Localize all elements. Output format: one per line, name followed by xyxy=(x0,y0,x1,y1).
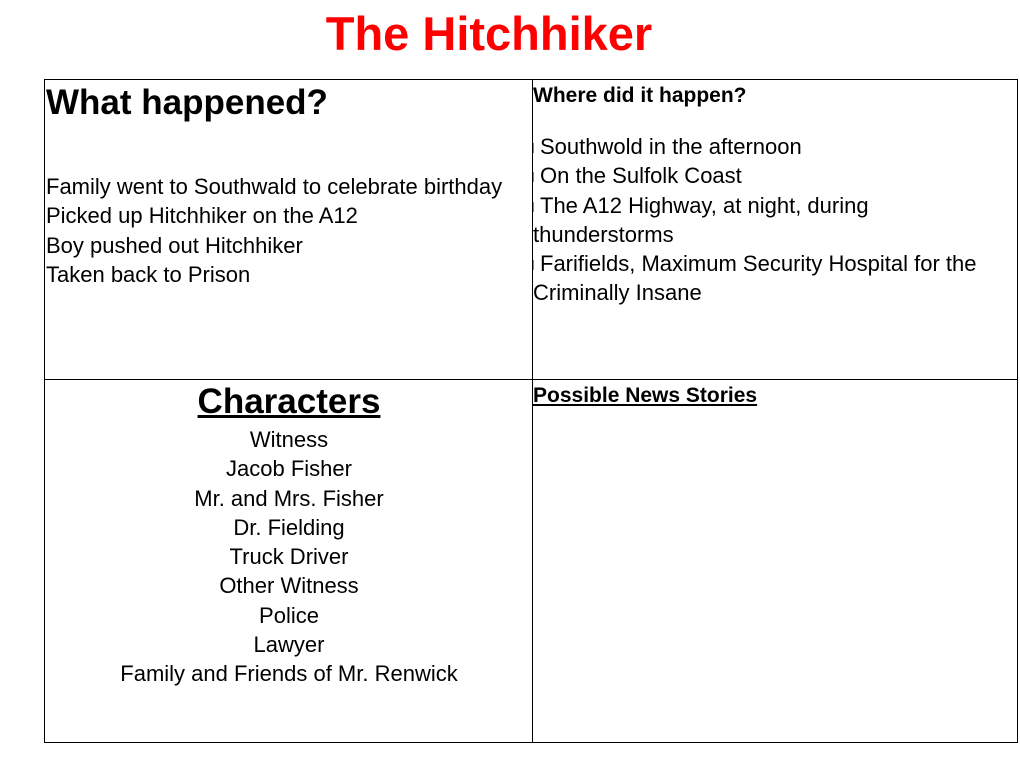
what-happened-item: Taken back to Prison xyxy=(46,261,251,287)
where-item xyxy=(533,161,1015,190)
bullet-marker-icon xyxy=(533,202,534,212)
where-item-text: Southwold in the afternoon xyxy=(540,134,802,159)
character-item: Family and Friends of Mr. Renwick xyxy=(120,661,458,687)
character-item: Witness xyxy=(249,427,329,452)
what-happened-cell xyxy=(45,80,533,380)
where-cell xyxy=(533,80,1017,380)
character-item: Lawyer xyxy=(253,632,325,658)
bullet-marker-icon xyxy=(533,260,534,270)
where-list xyxy=(533,132,1015,308)
characters-cell xyxy=(45,380,533,742)
characters-heading: Characters xyxy=(197,382,381,421)
where-item xyxy=(533,249,1015,308)
what-happened-item: Family went to Southwald to celebrate birthday xyxy=(46,174,503,199)
where-heading: Where did it happen? xyxy=(533,84,747,107)
character-item: Mr. and Mrs. Fisher xyxy=(194,485,384,511)
character-item: Police xyxy=(259,602,319,628)
page-title: The Hitchhiker xyxy=(325,7,653,60)
character-item: Dr. Fielding xyxy=(233,514,345,540)
worksheet-table xyxy=(44,79,1018,743)
where-item-text: Farifields, Maximum Security Hospital for the Criminally Insane xyxy=(533,251,977,306)
character-item: Other Witness xyxy=(219,573,359,599)
character-item: Jacob Fisher xyxy=(226,456,352,482)
news-stories-cell xyxy=(533,380,1017,742)
where-item-text: On the Sulfolk Coast xyxy=(540,163,742,189)
bullet-marker-icon xyxy=(533,143,534,153)
where-item xyxy=(533,191,1015,250)
what-happened-list xyxy=(46,172,526,289)
bullet-marker-icon xyxy=(533,172,534,182)
character-item: Truck Driver xyxy=(229,544,349,570)
what-happened-item: Boy pushed out Hitchhiker xyxy=(46,232,303,258)
characters-list xyxy=(45,425,533,689)
what-happened-heading: What happened? xyxy=(46,83,328,122)
where-item-text: The A12 Highway, at night, during thunderstorms xyxy=(533,192,869,247)
what-happened-item: Picked up Hitchhiker on the A12 xyxy=(46,203,358,229)
news-stories-heading: Possible News Stories xyxy=(533,384,758,407)
where-item xyxy=(533,132,1015,161)
